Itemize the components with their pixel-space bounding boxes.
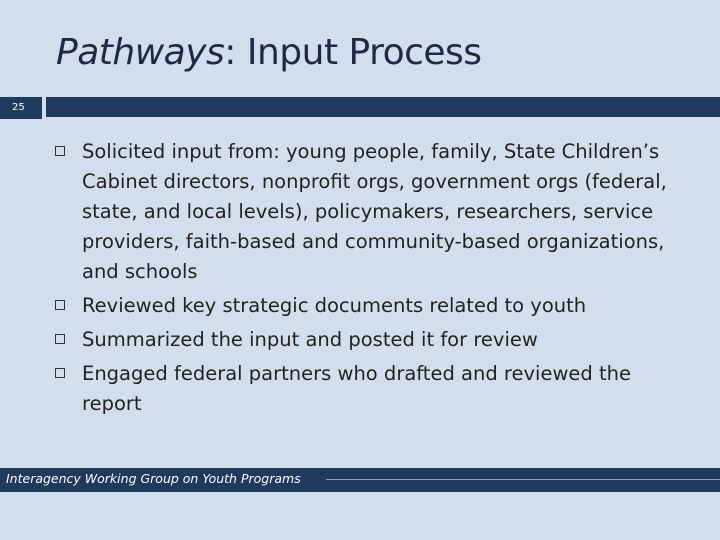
- slide-number: 25: [0, 97, 42, 119]
- bullet-item: [55, 291, 695, 321]
- square-bullet-icon: [55, 300, 65, 310]
- square-bullet-icon: [55, 334, 65, 344]
- bullet-list: [55, 137, 695, 423]
- bullet-item: [55, 325, 695, 355]
- slide-title: [56, 32, 482, 73]
- bullet-item: [55, 137, 695, 287]
- bullet-item: [55, 359, 695, 419]
- slide-title-italic: Pathways: [56, 32, 225, 73]
- square-bullet-icon: [55, 368, 65, 378]
- header-rule: [46, 97, 720, 117]
- footer-text: Interagency Working Group on Youth Programs: [6, 471, 301, 486]
- bullet-text: Engaged federal partners who drafted and reviewed the report: [82, 362, 631, 415]
- bullet-text: Solicited input from: young people, family, State Children’s Cabinet directors, nonprofit orgs, government orgs (federal, state, and local levels), policymakers, researchers, service providers, faith-based and community-based organizations, and schools: [82, 140, 667, 283]
- footer-bar: [0, 468, 720, 492]
- footer-divider: [326, 479, 720, 480]
- header-bar: [0, 97, 720, 119]
- slide-title-rest: : Input Process: [224, 32, 482, 73]
- bullet-text: Summarized the input and posted it for review: [82, 328, 538, 351]
- bullet-text: Reviewed key strategic documents related to youth: [82, 294, 587, 317]
- square-bullet-icon: [55, 146, 65, 156]
